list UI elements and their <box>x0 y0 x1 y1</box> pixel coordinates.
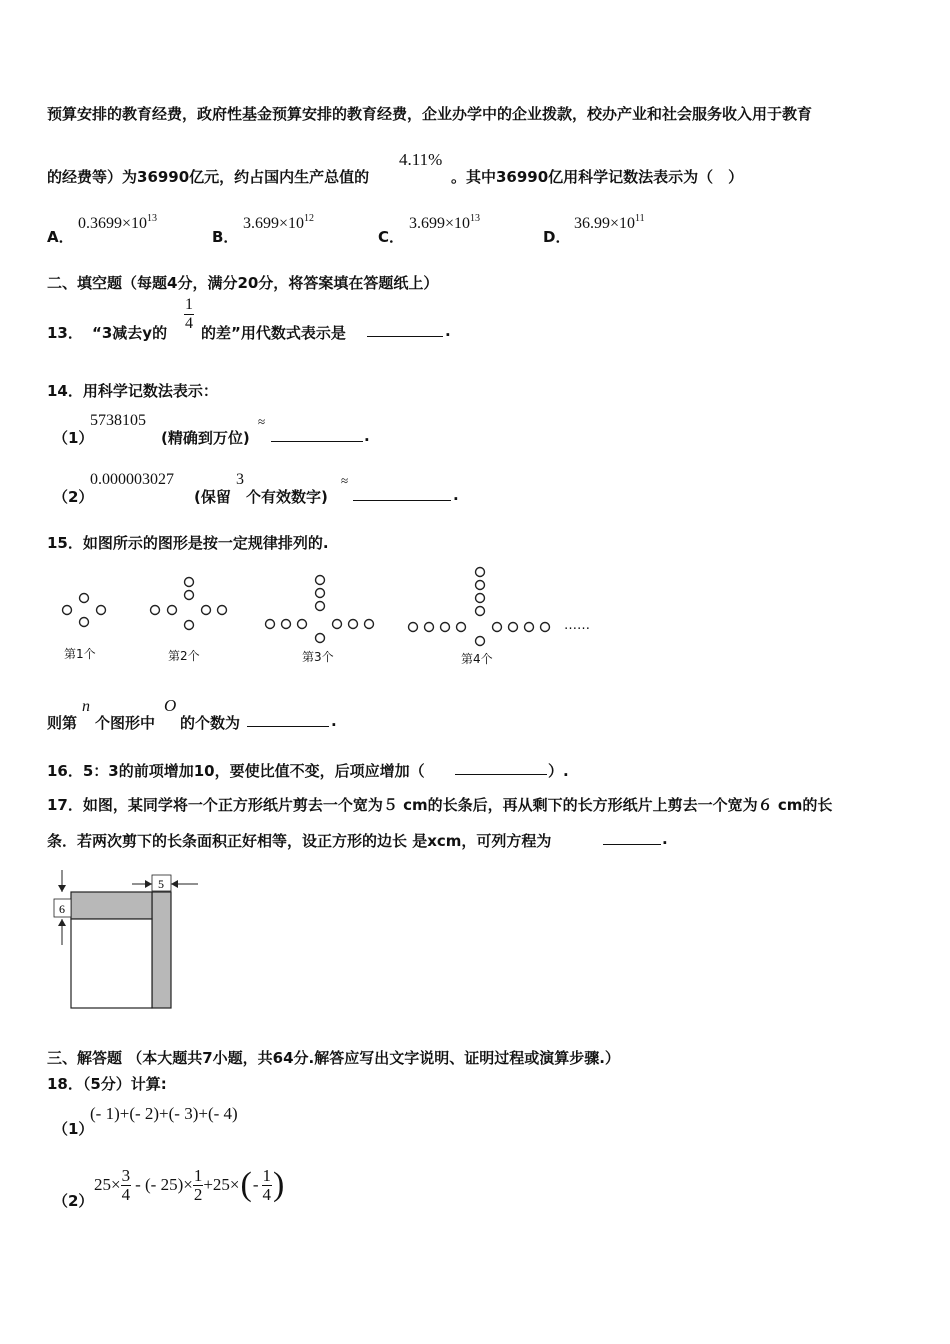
q12-line2-a: 的经费等）为36990亿元，约占国内生产总值的 <box>47 168 370 186</box>
q18-p2-label: （2） <box>53 1192 94 1210</box>
q14-p2-text-a: (保留 <box>194 488 231 506</box>
q16-answer-blank[interactable] <box>455 760 547 779</box>
q17-line1: 17．如图，某同学将一个正方形纸片剪去一个宽为５ cm的长条后，再从剩下的长方形纸片上剪去一个宽为６ cm的长 <box>47 796 833 814</box>
q14-p2-text-b: 个有效数字) <box>246 488 328 506</box>
q14-title: 14．用科学记数法表示： <box>47 382 218 400</box>
q13-answer-blank[interactable] <box>367 322 443 341</box>
q13-text-a: “3减去y的 <box>92 324 168 342</box>
option-value: $3.699\times 10^{13}$ <box>409 213 481 232</box>
pattern-1 <box>63 594 106 627</box>
q14-p2-end: . <box>453 486 459 504</box>
q18-p2-expression: 25× $\frac{3}{4}$ - (- 25)× $\frac{1}{2}$ +25× ( - $\frac{1}{4}$ ) <box>94 1165 285 1204</box>
q13-text-b: 的差”用代数式表示是 <box>201 324 346 342</box>
q14-p2-digits: 3 <box>236 471 244 488</box>
fig-label-6: 6 <box>59 902 65 916</box>
q13-end: . <box>445 322 451 340</box>
option-value: $0.3699\times 10^{13}$ <box>78 213 158 232</box>
strip-6cm <box>71 892 152 919</box>
q12-line1: 预算安排的教育经费，政府性基金预算安排的教育经费，企业办学中的企业拨款，校办产业和社会服务收入用于教育 <box>47 105 813 123</box>
option-value: $36.99\times 10^{11}$ <box>574 213 645 232</box>
q18-p1-expression: (- 1)+(- 2)+(- 3)+(- 4) <box>90 1104 238 1123</box>
strip-5cm <box>152 892 171 1008</box>
option-label: D． <box>543 228 571 246</box>
approx-icon: ≈ <box>258 414 266 429</box>
q17-line2: 条．若两次剪下的长条面积正好相等，设正方形的边长 是xcm，可列方程为 <box>47 832 552 850</box>
q15-end: . <box>331 712 337 730</box>
q15-answer-blank[interactable] <box>247 712 329 731</box>
pattern-2 <box>151 578 227 630</box>
pattern-ellipsis: …… <box>564 618 590 633</box>
q14-p2-value: 0.000003027 <box>90 471 174 488</box>
q13-number: 13． <box>47 324 83 342</box>
q14-p1-text: (精确到万位) <box>161 429 250 447</box>
q14-p1-end: . <box>364 427 370 445</box>
q18-title: 18．（5分）计算: <box>47 1075 167 1093</box>
pattern-4 <box>409 568 550 646</box>
q13-fraction: $\frac{1}{4}$ <box>185 296 193 332</box>
pattern-3 <box>266 576 374 643</box>
q14-p2-label: （2） <box>53 488 94 506</box>
option-label: A． <box>47 228 74 246</box>
fig-label-5: 5 <box>158 877 164 891</box>
remaining-rectangle <box>71 919 152 1008</box>
q17-end: . <box>662 830 668 848</box>
q15-text-c: 的个数为 <box>180 714 241 732</box>
pattern-caption-1: 第1个 <box>64 647 96 661</box>
q16-text: 16．5：3的前项增加10，要使比值不变，后项应增加（ <box>47 762 425 780</box>
q16-end: ）. <box>548 762 569 780</box>
q12-percent: 4.11% <box>399 150 443 169</box>
q15-o: O <box>164 696 177 715</box>
q14-p2-answer-blank[interactable] <box>353 486 451 505</box>
q12-line2-b: 。其中36990亿用科学记数法表示为（ ） <box>451 168 744 186</box>
q15-title: 15．如图所示的图形是按一定规律排列的. <box>47 534 329 552</box>
section2-title: 二、填空题（每题4分，满分20分，将答案填在答题纸上） <box>47 274 439 292</box>
q15-text-a: 则第 <box>47 714 78 732</box>
option-value: $3.699\times 10^{12}$ <box>243 213 315 232</box>
q14-p1-label: （1） <box>53 429 94 447</box>
q15-text-b: 个图形中 <box>95 714 156 732</box>
section3-title: 三、解答题 （本大题共7小题，共64分.解答应写出文字说明、证明过程或演算步骤.） <box>47 1049 620 1067</box>
pattern-caption-4: 第4个 <box>461 652 493 666</box>
pattern-caption-3: 第3个 <box>302 650 334 664</box>
q14-p1-value: 5738105 <box>90 412 146 429</box>
approx-icon: ≈ <box>341 473 349 488</box>
pattern-caption-2: 第2个 <box>168 649 200 663</box>
option-label: B． <box>212 228 239 246</box>
q15-n: n <box>82 698 90 715</box>
q14-p1-answer-blank[interactable] <box>271 427 363 446</box>
q18-p1-label: （1） <box>53 1120 94 1138</box>
q17-answer-blank[interactable] <box>603 830 661 849</box>
q17-square-figure <box>40 865 210 1015</box>
option-label: C． <box>378 228 405 246</box>
